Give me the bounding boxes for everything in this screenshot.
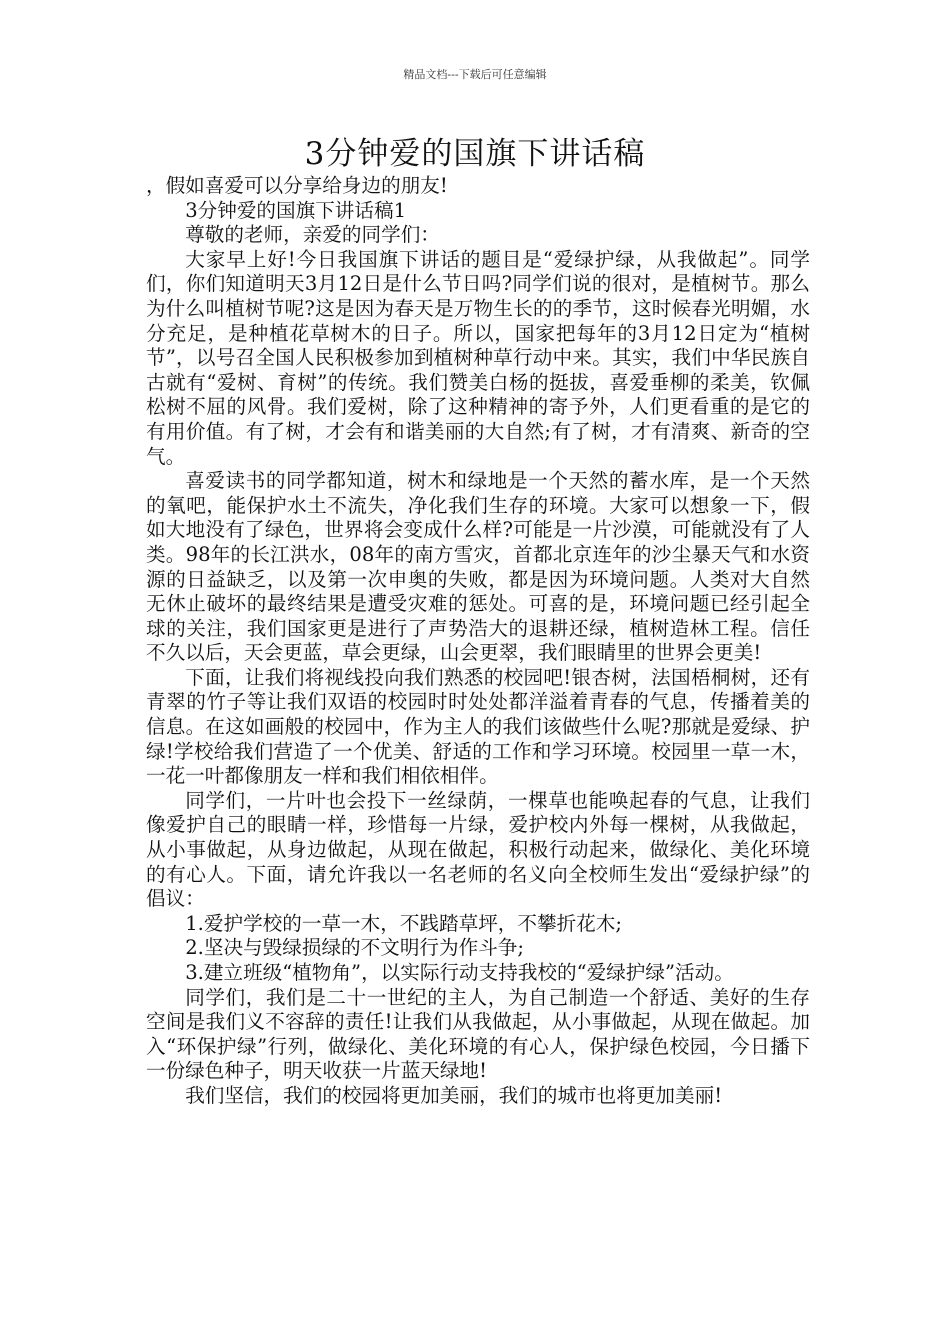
- body-paragraph: 同学们，一片叶也会投下一丝绿荫，一棵草也能唤起春的气息，让我们像爱护自己的眼睛一样，珍惜每一片绿，爱护校内外每一棵树，从我做起，从小事做起，从身边做起，从现在做起，积极行动起来，做绿化、美化环境的有心人。下面，请允许我以一名老师的名义向全校师生发出“爱绿护绿”的倡议：: [146, 788, 810, 911]
- proposal-item: 3.建立班级“植物角”，以实际行动支持我校的“爱绿护绿”活动。: [185, 961, 734, 984]
- body-paragraph: 大家早上好!今日我国旗下讲话的题目是“爱绿护绿，从我做起”。同学们，你们知道明天3月12日是什么节日吗?同学们说的很对，是植树节。那么为什么叫植树节呢?这是因为春天是万物生长的的季节，这时候春光明媚，水分充足，是种植花草树木的日子。所以，国家把每年的3月12日定为“植树节”，以号召全国人民积极参加到植树种草行动中来。其实，我们中华民族自古就有“爱树、育树”的传统。我们赞美白杨的挺拔，喜爱垂柳的柔美，钦佩松树不屈的风骨。我们爱树，除了这种精神的寄予外，人们更看重的是它的有用价值。有了树，才会有和谐美丽的大自然;有了树，才有清爽、新奇的空气。: [146, 247, 810, 468]
- salutation: 尊敬的老师，亲爱的同学们：: [185, 223, 440, 247]
- proposal-item: 1.爱护学校的一草一木，不践踏草坪，不攀折花木;: [185, 911, 622, 935]
- proposal-item: 2.坚决与毁绿损绿的不文明行为作斗争;: [185, 936, 524, 960]
- document-body: [146, 174, 810, 1109]
- document-title: 3分钟爱的国旗下讲话稿: [304, 136, 646, 172]
- closing-paragraph: 我们坚信，我们的校园将更加美丽，我们的城市也将更加美丽!: [185, 1083, 723, 1107]
- body-paragraph: 同学们，我们是二十一世纪的主人，为自己制造一个舒适、美好的生存空间是我们义不容辞的责任!让我们从我做起，从小事做起，从现在做起。加入“环保护绿”行列，做绿化、美化环境的有心人，保护绿色校园，今日播下一份绿色种子，明天收获一片蓝天绿地!: [146, 985, 810, 1083]
- section-heading: 3分钟爱的国旗下讲话稿1: [185, 198, 407, 222]
- body-paragraph: 喜爱读书的同学都知道，树木和绿地是一个天然的蓄水库，是一个天然的氧吧，能保护水土不流失，净化我们生存的环境。大家可以想象一下，假如大地没有了绿色，世界将会变成什么样?可能是一片沙漠，可能就没有了人类。98年的长江洪水，08年的南方雪灾，首都北京连年的沙尘暴天气和水资源的日益缺乏，以及第一次申奥的失败，都是因为环境问题。人类对大自然无休止破坏的最终结果是遭受灾难的惩处。可喜的是，环境问题已经引起全球的关注，我们国家更是进行了声势浩大的退耕还绿，植树造林工程。信任不久以后，天会更蓝，草会更绿，山会更翠，我们眼睛里的世界会更美!: [146, 469, 810, 665]
- intro-line: ，假如喜爱可以分享给身边的朋友!: [146, 174, 448, 197]
- page-header-note: 精品文档---下载后可任意编辑: [403, 68, 547, 81]
- body-paragraph: 下面，让我们将视线投向我们熟悉的校园吧!银杏树，法国梧桐树，还有青翠的竹子等让我们双语的校园时时处处都洋溢着青春的气息，传播着美的信息。在这如画般的校园中，作为主人的我们该做些什么呢?那就是爱绿、护绿!学校给我们营造了一个优美、舒适的工作和学习环境。校园里一草一木，一花一叶都像朋友一样和我们相依相伴。: [146, 665, 810, 788]
